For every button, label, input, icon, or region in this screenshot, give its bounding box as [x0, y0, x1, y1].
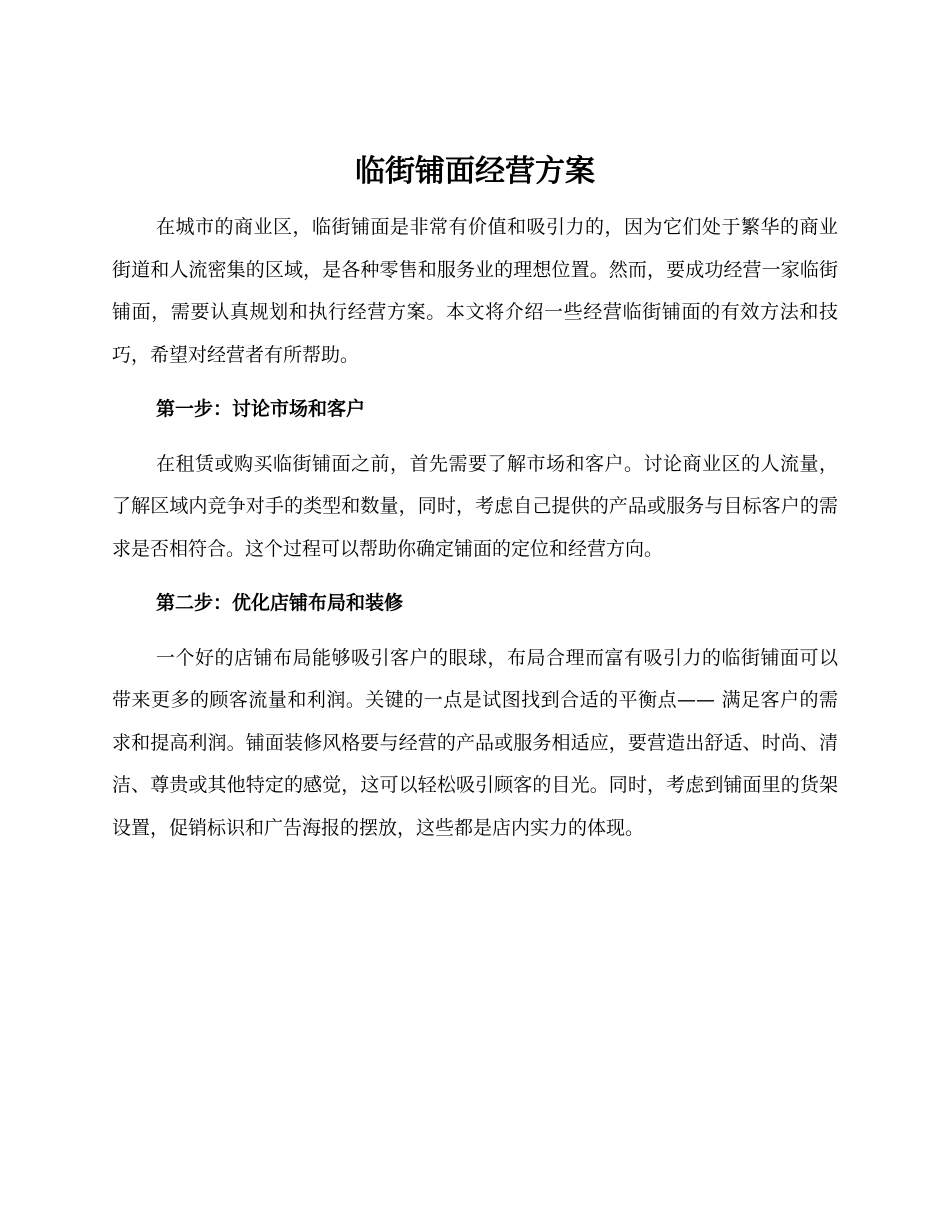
section-paragraph: 一个好的店铺布局能够吸引客户的眼球，布局合理而富有吸引力的临街铺面可以带来更多的顾客流量和利润。关键的一点是试图找到合适的平衡点—— 满足客户的需求和提高利润。铺面装修风格要与经营的产品或服务相适应，要营造出舒适、时尚、清洁、尊贵或其他特定的感觉，这可以轻松吸引顾客的目光。同时，考虑到铺面里的货架设置，促销标识和广告海报的摆放，这些都是店内实力的体现。: [112, 646, 838, 839]
section-heading: 第二步：优化店铺布局和装修: [156, 592, 404, 614]
section-2: [112, 582, 838, 849]
intro-paragraph: 在城市的商业区，临街铺面是非常有价值和吸引力的，因为它们处于繁华的商业街道和人流密集的区域，是各种零售和服务业的理想位置。然而，要成功经营一家临街铺面，需要认真规划和执行经营方案。本文将介绍一些经营临街铺面的有效方法和技巧，希望对经营者有所帮助。: [112, 216, 838, 366]
document-title: 临街铺面经营方案: [355, 154, 595, 189]
section-1: [112, 388, 838, 570]
section-heading: 第一步：讨论市场和客户: [156, 398, 366, 420]
section-paragraph: 在租赁或购买临街铺面之前，首先需要了解市场和客户。讨论商业区的人流量，了解区域内竞争对手的类型和数量，同时，考虑自己提供的产品或服务与目标客户的需求是否相符合。这个过程可以帮助你确定铺面的定位和经营方向。: [112, 452, 838, 560]
